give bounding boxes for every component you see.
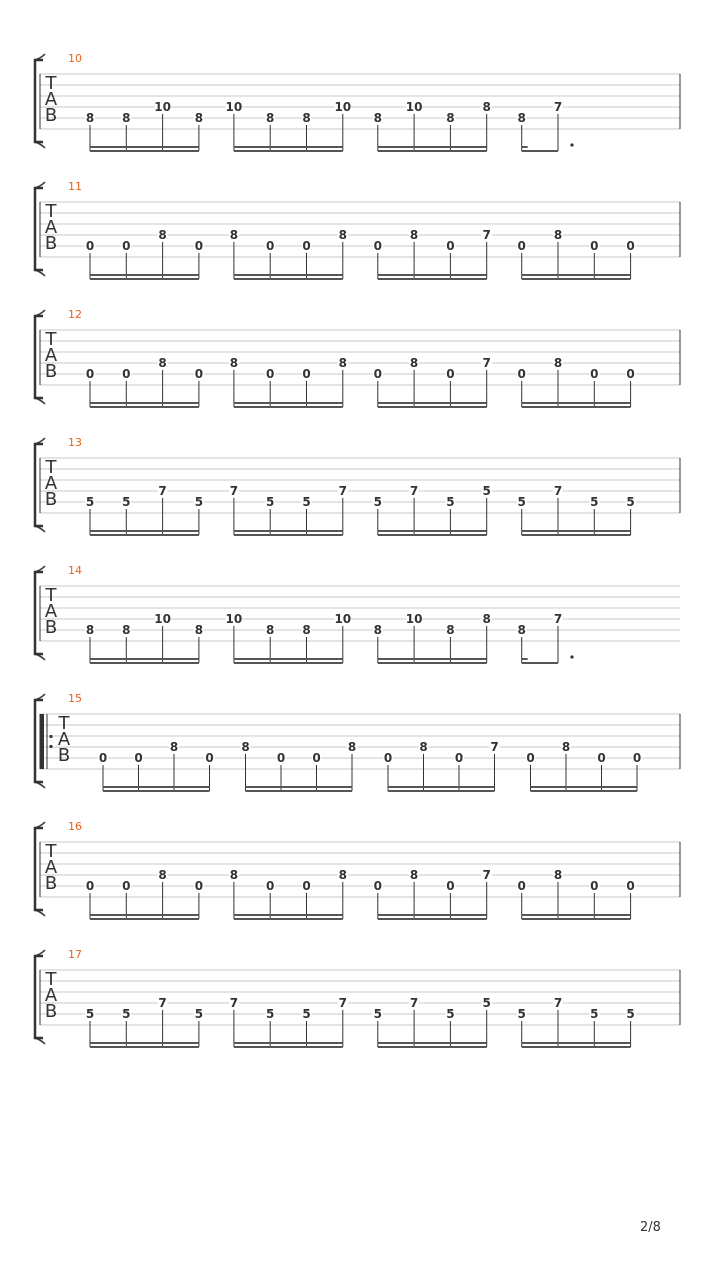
tab-clef-letter: B (44, 361, 58, 382)
repeat-dot (49, 745, 52, 748)
fret-number: 8 (158, 228, 167, 242)
tab-clef-letter: A (44, 89, 58, 110)
fret-number: 0 (590, 367, 599, 381)
tab-clef-letter: T (45, 201, 57, 222)
fret-number: 8 (347, 740, 357, 754)
fret-number: 5 (85, 495, 95, 509)
beam-secondary (378, 914, 487, 916)
fret-number: 0 (626, 367, 635, 381)
system-bracket (35, 188, 43, 270)
fret-number: 0 (590, 879, 599, 893)
fret-number: 8 (241, 740, 250, 754)
beam-primary (531, 790, 638, 792)
beam-primary (90, 918, 199, 920)
fret-number: 5 (590, 1007, 599, 1021)
fret-number: 10 (154, 612, 171, 626)
fret-number: 5 (373, 495, 382, 509)
beam-primary (90, 150, 199, 152)
measure-number: 10 (68, 52, 82, 65)
fret-number: 5 (590, 495, 599, 509)
beam-primary (378, 534, 487, 536)
beam-primary (90, 278, 199, 280)
fret-number: 7 (482, 228, 491, 242)
beam-primary (234, 278, 343, 280)
fret-number: 0 (517, 239, 526, 253)
beam-secondary (90, 530, 199, 532)
fret-number: 5 (373, 1007, 382, 1021)
fret-number: 8 (302, 623, 311, 637)
fret-number: 5 (122, 495, 131, 509)
measure-number: 14 (68, 564, 82, 577)
fret-number: 7 (229, 996, 239, 1010)
fret-number: 7 (553, 484, 563, 498)
fret-number: 8 (229, 356, 239, 370)
fret-number: 7 (482, 356, 491, 370)
fret-number: 10 (405, 612, 423, 626)
beam-secondary (378, 402, 487, 404)
beam-secondary (531, 786, 638, 788)
fret-number: 0 (302, 239, 311, 253)
beam-secondary (378, 658, 487, 660)
beam-secondary-partial (522, 146, 528, 148)
fret-number: 8 (517, 111, 526, 125)
fret-number: 0 (266, 239, 275, 253)
fret-number: 7 (482, 868, 491, 882)
fret-number: 8 (517, 623, 526, 637)
fret-number: 0 (626, 239, 635, 253)
beam-secondary (90, 274, 199, 276)
beam-primary (234, 534, 343, 536)
beam-primary (378, 918, 487, 920)
beam-primary (522, 150, 558, 152)
fret-number: 5 (446, 495, 455, 509)
fret-number: 8 (338, 868, 347, 882)
beam-secondary-partial (522, 658, 528, 660)
fret-number: 0 (85, 239, 95, 253)
fret-number: 0 (98, 751, 108, 765)
beam-secondary (90, 914, 199, 916)
measure-number: 15 (68, 692, 82, 705)
system-bracket (35, 828, 43, 910)
beam-secondary (90, 658, 199, 660)
beam-primary (378, 278, 487, 280)
beam-secondary (522, 914, 631, 916)
page-number: 2/8 (640, 1220, 661, 1235)
fret-number: 8 (194, 623, 204, 637)
fret-number: 5 (85, 1007, 95, 1021)
tab-clef-letter: B (44, 617, 58, 638)
beam-secondary (234, 1042, 343, 1044)
fret-number: 8 (85, 111, 95, 125)
fret-number: 5 (482, 996, 491, 1010)
tab-clef-letter: B (44, 1001, 58, 1022)
tab-clef-letter: A (57, 729, 71, 750)
beam-secondary (234, 146, 343, 148)
fret-number: 8 (338, 228, 347, 242)
fret-number: 8 (446, 111, 455, 125)
fret-number: 0 (446, 239, 455, 253)
fret-number: 0 (194, 239, 204, 253)
beam-primary (103, 790, 210, 792)
fret-number: 8 (158, 868, 167, 882)
beam-primary (90, 406, 199, 408)
beam-secondary (522, 1042, 631, 1044)
tab-clef-letter: B (44, 489, 58, 510)
fret-number: 0 (85, 367, 95, 381)
fret-number: 0 (122, 879, 131, 893)
fret-number: 10 (334, 612, 352, 626)
beam-secondary (234, 274, 343, 276)
fret-number: 7 (229, 484, 239, 498)
system-bracket (35, 316, 43, 398)
fret-number: 0 (194, 367, 204, 381)
beam-primary (378, 406, 487, 408)
fret-number: 10 (225, 100, 243, 114)
fret-number: 8 (553, 356, 563, 370)
fret-number: 0 (373, 879, 382, 893)
fret-number: 8 (229, 228, 239, 242)
measure-number: 12 (68, 308, 82, 321)
fret-number: 0 (266, 879, 275, 893)
fret-number: 8 (85, 623, 95, 637)
tab-clef-letter: A (44, 857, 58, 878)
fret-number: 8 (302, 111, 311, 125)
tab-clef-letter: A (44, 601, 58, 622)
tab-clef-letter: A (44, 217, 58, 238)
fret-number: 8 (553, 228, 563, 242)
fret-number: 5 (517, 495, 526, 509)
beam-primary (378, 150, 487, 152)
fret-number: 8 (553, 868, 563, 882)
fret-number: 7 (553, 100, 563, 114)
fret-number: 8 (482, 612, 491, 626)
beam-primary (522, 918, 631, 920)
fret-number: 8 (373, 111, 382, 125)
fret-number: 0 (526, 751, 535, 765)
fret-number: 8 (409, 868, 419, 882)
measure-number: 16 (68, 820, 82, 833)
fret-number: 8 (482, 100, 491, 114)
tab-clef-letter: T (45, 329, 57, 350)
fret-number: 0 (590, 239, 599, 253)
fret-number: 8 (409, 356, 419, 370)
fret-number: 0 (134, 751, 143, 765)
fret-number: 0 (122, 239, 131, 253)
tab-clef-letter: T (58, 713, 70, 734)
beam-secondary (234, 658, 343, 660)
fret-number: 7 (409, 996, 419, 1010)
beam-secondary (522, 530, 631, 532)
fret-number: 7 (409, 484, 419, 498)
system-bracket (35, 572, 43, 654)
fret-number: 8 (122, 623, 131, 637)
fret-number: 8 (194, 111, 204, 125)
beam-secondary (522, 402, 631, 404)
beam-primary (388, 790, 495, 792)
beam-secondary (234, 914, 343, 916)
beam-secondary (378, 274, 487, 276)
tab-clef-letter: T (45, 585, 57, 606)
fret-number: 5 (517, 1007, 526, 1021)
fret-number: 8 (229, 868, 239, 882)
fret-number: 7 (338, 996, 347, 1010)
beam-secondary (388, 786, 495, 788)
fret-number: 0 (122, 367, 131, 381)
fret-number: 10 (154, 100, 171, 114)
fret-number: 0 (276, 751, 286, 765)
fret-number: 5 (194, 495, 204, 509)
fret-number: 0 (373, 367, 382, 381)
fret-number: 5 (266, 495, 275, 509)
fret-number: 0 (632, 751, 642, 765)
fret-number: 8 (266, 623, 275, 637)
tab-clef-letter: T (45, 73, 57, 94)
dot-augmentation (570, 655, 573, 658)
fret-number: 8 (169, 740, 179, 754)
fret-number: 8 (446, 623, 455, 637)
fret-number: 0 (517, 367, 526, 381)
tab-clef-letter: B (57, 745, 71, 766)
fret-number: 7 (338, 484, 347, 498)
tab-clef-letter: B (44, 233, 58, 254)
fret-number: 5 (302, 495, 311, 509)
beam-primary (522, 662, 558, 664)
fret-number: 8 (561, 740, 571, 754)
beam-secondary (90, 1042, 199, 1044)
fret-number: 8 (409, 228, 419, 242)
fret-number: 0 (626, 879, 635, 893)
fret-number: 5 (122, 1007, 131, 1021)
beam-secondary (103, 786, 210, 788)
fret-number: 8 (266, 111, 275, 125)
beam-primary (246, 790, 353, 792)
fret-number: 8 (122, 111, 131, 125)
fret-number: 8 (338, 356, 347, 370)
fret-number: 5 (626, 495, 635, 509)
fret-number: 0 (373, 239, 382, 253)
beam-primary (522, 1046, 631, 1048)
fret-number: 5 (302, 1007, 311, 1021)
fret-number: 0 (302, 367, 311, 381)
fret-number: 0 (383, 751, 393, 765)
beam-primary (90, 1046, 199, 1048)
fret-number: 8 (419, 740, 428, 754)
measure-number: 11 (68, 180, 82, 193)
tab-clef-letter: A (44, 985, 58, 1006)
beam-secondary (90, 146, 199, 148)
tab-clef-letter: T (45, 841, 57, 862)
system-bracket (35, 444, 43, 526)
fret-number: 8 (158, 356, 167, 370)
beam-primary (522, 534, 631, 536)
fret-number: 7 (158, 484, 167, 498)
measure-number: 13 (68, 436, 82, 449)
beam-secondary (522, 274, 631, 276)
beam-primary (234, 662, 343, 664)
beam-secondary (378, 1042, 487, 1044)
fret-number: 5 (626, 1007, 635, 1021)
dot-augmentation (570, 143, 573, 146)
beam-primary (234, 406, 343, 408)
fret-number: 0 (454, 751, 464, 765)
fret-number: 0 (194, 879, 204, 893)
beam-primary (378, 1046, 487, 1048)
beam-secondary (378, 530, 487, 532)
fret-number: 0 (266, 367, 275, 381)
beam-secondary (378, 146, 487, 148)
fret-number: 7 (553, 612, 563, 626)
beam-primary (234, 918, 343, 920)
fret-number: 0 (302, 879, 311, 893)
beam-primary (234, 1046, 343, 1048)
fret-number: 7 (553, 996, 563, 1010)
fret-number: 0 (85, 879, 95, 893)
fret-number: 10 (225, 612, 243, 626)
fret-number: 0 (446, 367, 455, 381)
fret-number: 5 (482, 484, 491, 498)
fret-number: 0 (312, 751, 321, 765)
system-bracket (35, 956, 43, 1038)
fret-number: 0 (446, 879, 455, 893)
fret-number: 0 (205, 751, 214, 765)
beam-secondary (246, 786, 353, 788)
system-bracket (35, 60, 43, 142)
measure-number: 17 (68, 948, 82, 961)
beam-secondary (90, 402, 199, 404)
beam-primary (522, 406, 631, 408)
beam-primary (90, 662, 199, 664)
fret-number: 7 (490, 740, 499, 754)
beam-primary (234, 150, 343, 152)
tab-clef-letter: A (44, 473, 58, 494)
tab-clef-letter: T (45, 457, 57, 478)
fret-number: 7 (158, 996, 167, 1010)
repeat-dot (49, 735, 52, 738)
fret-number: 10 (405, 100, 423, 114)
beam-secondary (234, 530, 343, 532)
tab-clef-letter: A (44, 345, 58, 366)
fret-number: 8 (373, 623, 382, 637)
tab-clef-letter: B (44, 873, 58, 894)
tab-clef-letter: B (44, 105, 58, 126)
fret-number: 10 (334, 100, 352, 114)
fret-number: 5 (194, 1007, 204, 1021)
fret-number: 0 (517, 879, 526, 893)
fret-number: 5 (446, 1007, 455, 1021)
tab-clef-letter: T (45, 969, 57, 990)
beam-primary (522, 278, 631, 280)
beam-primary (90, 534, 199, 536)
beam-secondary (234, 402, 343, 404)
fret-number: 5 (266, 1007, 275, 1021)
beam-primary (378, 662, 487, 664)
fret-number: 0 (597, 751, 606, 765)
